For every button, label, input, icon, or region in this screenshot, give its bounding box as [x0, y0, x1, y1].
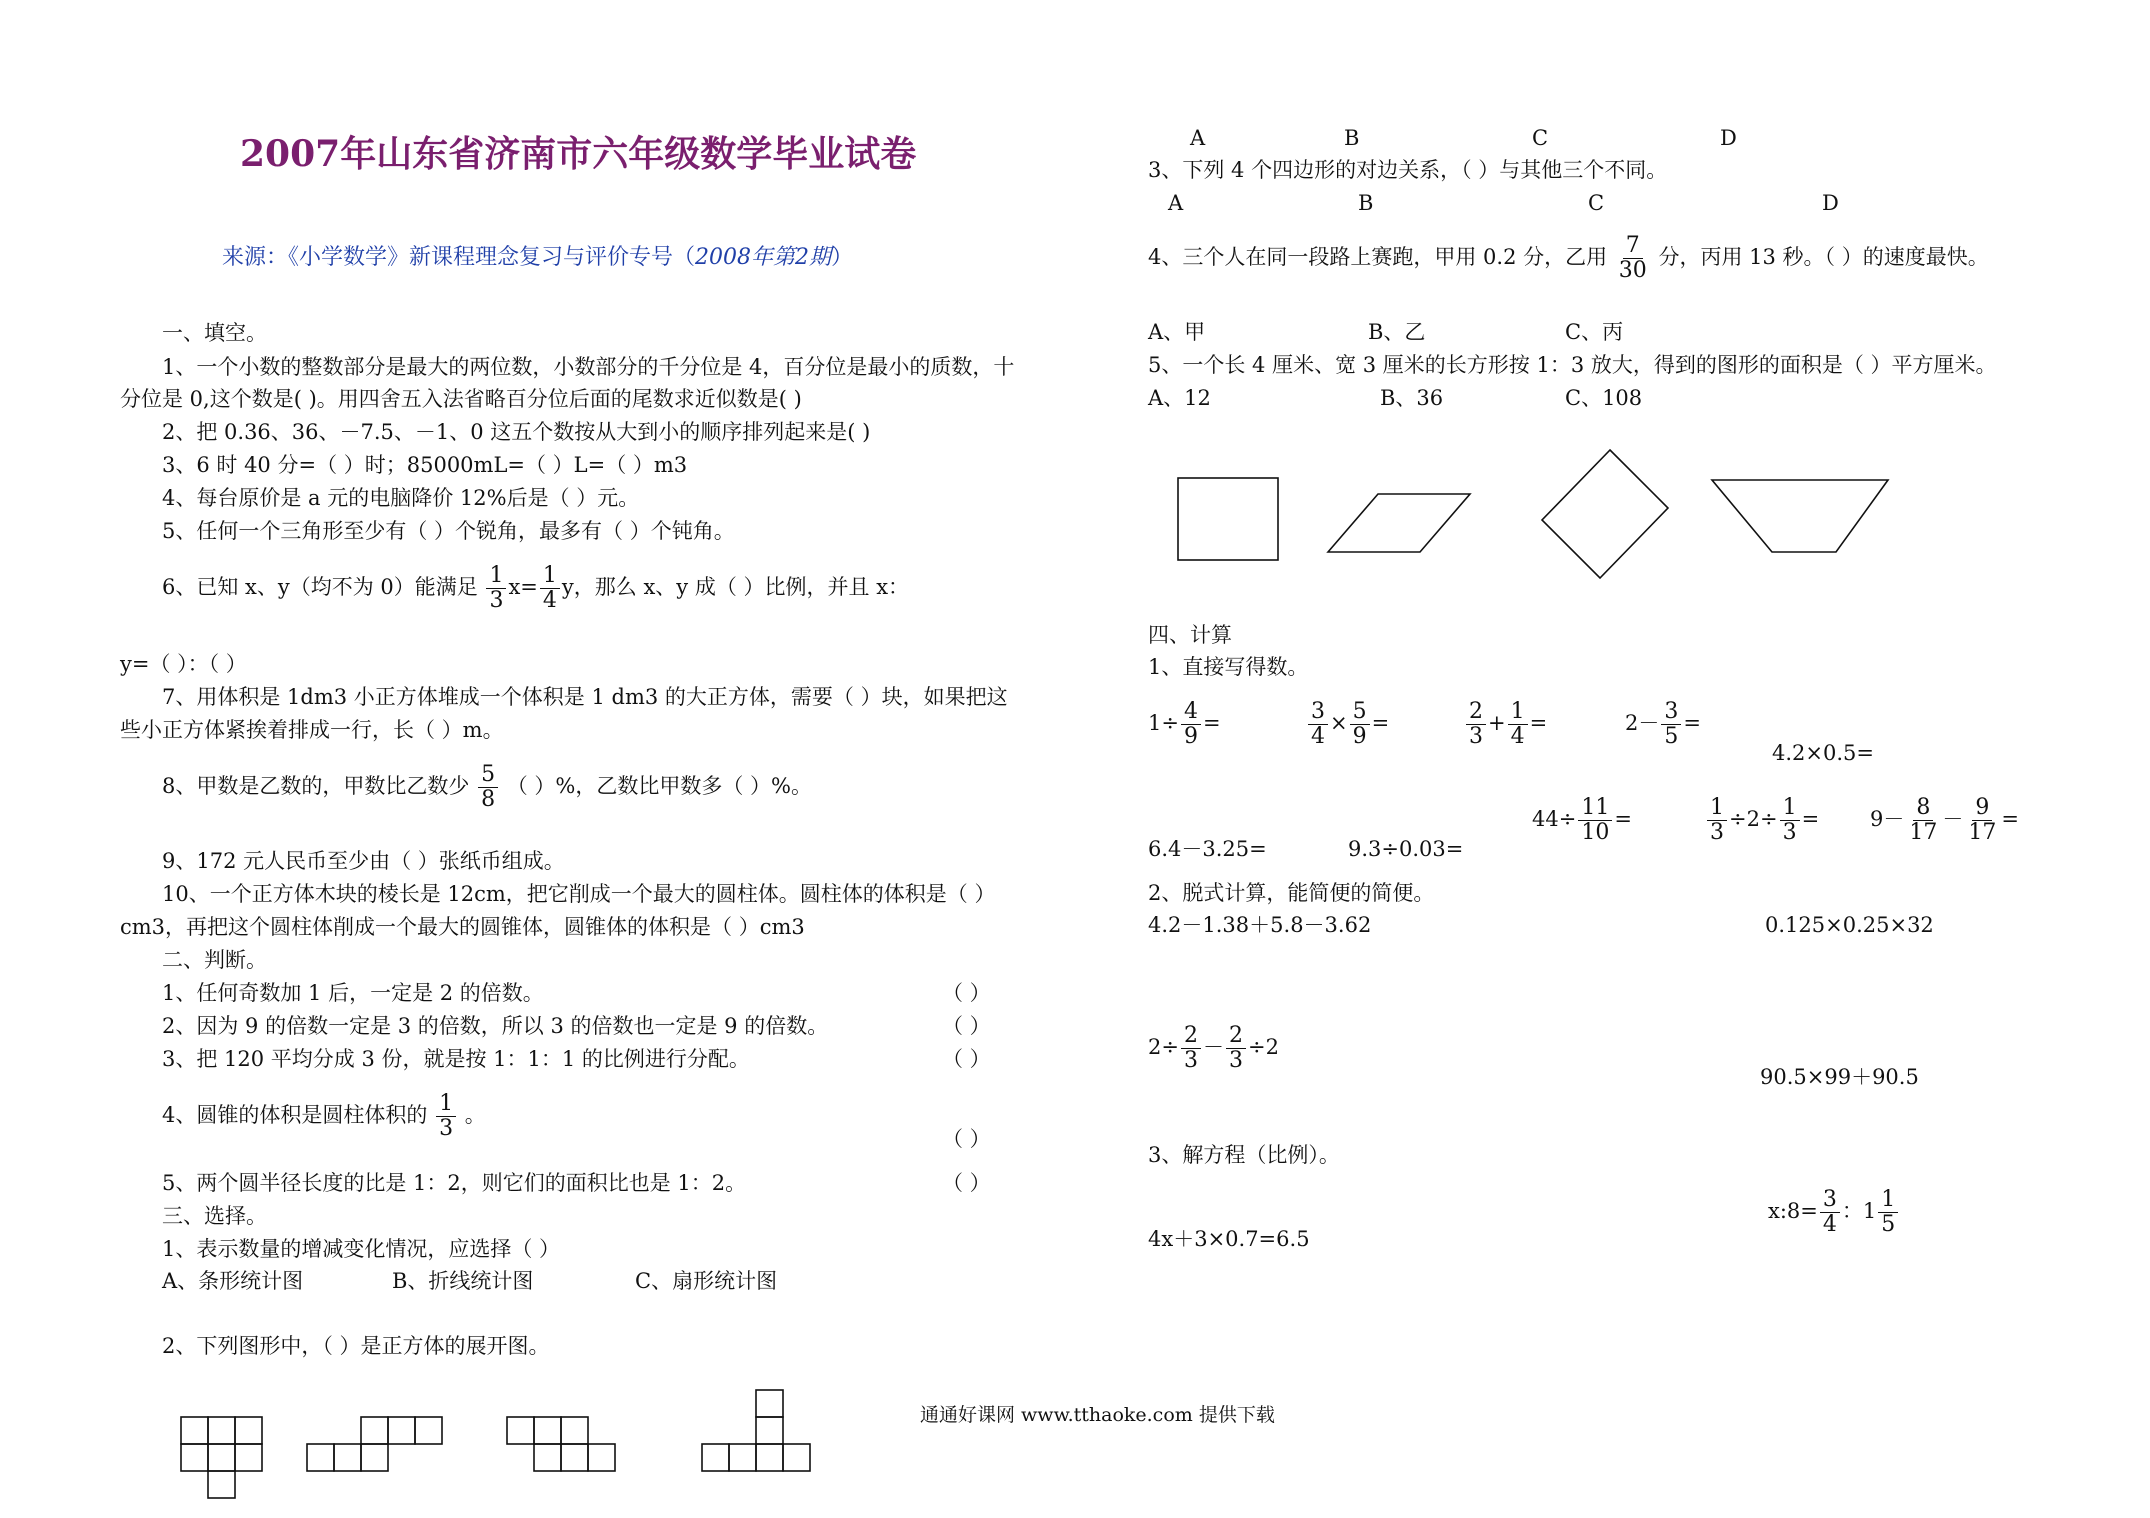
q8-text-a: 8、甲数是乙数的，甲数比乙数少 [162, 774, 470, 798]
quad-label-b: B [1358, 191, 1374, 215]
choice-4-a: A、甲 [1148, 320, 1206, 344]
calc-3-p2: x:8= $\frac{3}{4}$ ：1 $\frac{1}{5}$ [1768, 1188, 1900, 1237]
source-suffix: ） [831, 245, 854, 270]
calc-r1-2: $\frac{3}{4}$ × $\frac{5}{9}$ = [1306, 700, 1389, 749]
choice-1: 1、表示数量的增减变化情况，应选择（ ） [162, 1237, 561, 1261]
cube-net-a [181, 1417, 262, 1498]
q6-text-a: 6、已知 x、y（均不为 0）能满足 [162, 575, 478, 599]
q9: 9、172 元人民币至少由（ ）张纸币组成。 [162, 849, 565, 873]
calc-r2-2: 9.3÷0.03= [1348, 837, 1464, 861]
calc-r2-3: 44÷ $\frac{11}{10}$ = [1532, 795, 1632, 845]
q5: 5、任何一个三角形至少有（ ）个锐角，最多有（ ）个钝角。 [162, 519, 735, 543]
frac: $\frac{4}{9}$ [1181, 700, 1201, 749]
quadrilaterals [0, 0, 2150, 700]
quad-rhombus [1542, 450, 1668, 578]
judge-4-paren[interactable]: （ ） [942, 1127, 991, 1151]
choice-3: 3、下列 4 个四边形的对边关系，（ ）与其他三个不同。 [1148, 158, 1668, 182]
frac: $\frac{3}{4}$ [1308, 700, 1328, 749]
calc-r2-1: 6.4－3.25= [1148, 837, 1267, 861]
net-label-c: C [1532, 126, 1549, 150]
q7-line1: 7、用体积是 1dm3 小正方体堆成一个体积是 1 dm3 的大正方体，需要（ ）块，如果把这 [162, 685, 1008, 709]
frac: $\frac{3}{4}$ [1820, 1188, 1840, 1237]
judge-5-paren[interactable]: （ ） [942, 1171, 991, 1195]
source-issue: 2008年第2期 [695, 245, 832, 270]
net-label-a: A [1190, 126, 1206, 150]
frac: $\frac{5}{9}$ [1350, 700, 1370, 749]
q2: 2、把 0.36、36、－7.5、－1、0 这五个数按从大到小的顺序排列起来是( ) [162, 420, 871, 444]
frac: $\frac{2}{3}$ [1181, 1024, 1201, 1073]
frac: $\frac{1}{3}$ [1780, 796, 1800, 845]
frac: $\frac{2}{3}$ [1226, 1024, 1246, 1073]
calc-r2-5: 9－ $\frac{8}{17}$ － $\frac{9}{17}$ = [1870, 795, 2019, 845]
judge-3-paren[interactable]: （ ） [942, 1047, 991, 1071]
q3: 3、6 时 40 分=（ ）时；85000mL=（ ）L=（ ）m3 [162, 453, 688, 477]
calc-2-e2: 0.125×0.25×32 [1765, 913, 1934, 937]
q8-fraction: $\frac{5}{8}$ [478, 763, 498, 812]
cube-net-c [507, 1417, 615, 1471]
calc-r2-4: $\frac{1}{3}$ ÷2÷ $\frac{1}{3}$ = [1705, 796, 1819, 845]
net-label-b: B [1344, 126, 1360, 150]
calc-r1-1: 1÷ $\frac{4}{9}$ = [1148, 699, 1221, 749]
q6-text-c: y，那么 x、y 成（ ）比例，并且 x： [561, 575, 910, 599]
calc-2-e1: 4.2－1.38＋5.8－3.62 [1148, 913, 1372, 937]
section-fill-in: 一、填空。 [162, 321, 267, 345]
cube-net-d [702, 1390, 810, 1471]
page-title: 2007年山东省济南市六年级数学毕业试卷 [240, 133, 917, 175]
q8-text-b: （ ）%，乙数比甲数多（ ）%。 [506, 774, 813, 798]
judge-4-fraction: $\frac{1}{3}$ [436, 1092, 456, 1141]
calc-r1-5: 4.2×0.5= [1772, 741, 1874, 765]
calc-2-title: 2、脱式计算，能简便的简便。 [1148, 881, 1435, 905]
choice-5: 5、一个长 4 厘米、宽 3 厘米的长方形按 1：3 放大，得到的图形的面积是（ ）平方厘米。 [1148, 353, 1997, 377]
choice-4-b: B、乙 [1368, 320, 1426, 344]
calc-1-title: 1、直接写得数。 [1148, 655, 1309, 679]
q4: 4、每台原价是 a 元的电脑降价 12%后是（ ）元。 [162, 486, 640, 510]
frac: $\frac{11}{10}$ [1578, 796, 1612, 845]
cube-net-b [307, 1417, 442, 1471]
choice-1-a: A、条形统计图 [162, 1269, 304, 1293]
quad-rectangle [1178, 478, 1278, 560]
q1-line2: 分位是 0,这个数是( )。用四舍五入法省略百分位后面的尾数求近似数是( ) [120, 387, 802, 411]
choice-4-text-a: 4、三个人在同一段路上赛跑，甲用 0.2 分，乙用 [1148, 245, 1608, 269]
quad-trapezoid [1712, 480, 1888, 552]
judge-1: 1、任何奇数加 1 后，一定是 2 的倍数。 [162, 981, 544, 1005]
judge-1-paren[interactable]: （ ） [942, 981, 991, 1005]
calc-2-e4: 90.5×99＋90.5 [1760, 1065, 1919, 1089]
q6-line2: y=（ ）：（ ） [120, 652, 247, 676]
frac: $\frac{8}{17}$ [1909, 795, 1938, 845]
judge-2: 2、因为 9 的倍数一定是 3 的倍数，所以 3 的倍数也一定是 9 的倍数。 [162, 1014, 829, 1038]
calc-3-title: 3、解方程（比例）。 [1148, 1143, 1340, 1167]
choice-5-a: A、12 [1148, 386, 1211, 410]
choice-4-c: C、丙 [1565, 320, 1624, 344]
calc-r1-3: $\frac{2}{3}$ + $\frac{1}{4}$ = [1464, 700, 1547, 749]
quad-label-a: A [1168, 191, 1184, 215]
q10-line2: cm3，再把这个圆柱体削成一个最大的圆锥体，圆锥体的体积是（ ）cm3 [120, 915, 805, 939]
q10-line1: 10、一个正方体木块的棱长是 12cm，把它削成一个最大的圆柱体。圆柱体的体积是（ ） [162, 882, 996, 906]
footer-credit: 通通好课网 www.tthaoke.com 提供下载 [920, 1404, 1275, 1426]
q7-line2: 些小正方体紧挨着排成一行，长（ ）m。 [120, 718, 504, 742]
choice-1-c: C、扇形统计图 [635, 1269, 778, 1293]
q6-fraction-2: $\frac{1}{4}$ [540, 564, 560, 613]
frac: $\frac{3}{5}$ [1661, 700, 1681, 749]
calc-2-e3: 2÷ $\frac{2}{3}$ － $\frac{2}{3}$ ÷2 [1148, 1023, 1279, 1073]
frac: $\frac{9}{17}$ [1968, 795, 1997, 845]
frac: $\frac{2}{3}$ [1466, 700, 1486, 749]
frac: $\frac{1}{3}$ [1707, 796, 1727, 845]
choice-2: 2、下列图形中，（ ）是正方体的展开图。 [162, 1334, 550, 1358]
judge-2-paren[interactable]: （ ） [942, 1014, 991, 1038]
quad-label-c: C [1588, 191, 1605, 215]
net-label-d: D [1720, 126, 1737, 150]
judge-5: 5、两个圆半径长度的比是 1：2，则它们的面积比也是 1：2。 [162, 1171, 747, 1195]
section-calc: 四、计算 [1148, 623, 1232, 647]
section-choice: 三、选择。 [162, 1204, 267, 1228]
choice-1-b: B、折线统计图 [392, 1269, 534, 1293]
q6-fraction-1: $\frac{1}{3}$ [486, 564, 506, 613]
choice-5-b: B、36 [1380, 386, 1444, 410]
judge-4-text: 4、圆锥的体积是圆柱体积的 [162, 1103, 428, 1127]
frac: $\frac{1}{4}$ [1508, 700, 1528, 749]
q1-line1: 1、一个小数的整数部分是最大的两位数，小数部分的千分位是 4，百分位是最小的质数，十 [162, 355, 1015, 379]
source-prefix: 来源：《小学数学》新课程理念复习与评价专号（ [222, 245, 696, 270]
section-judge: 二、判断。 [162, 948, 267, 972]
quad-label-d: D [1822, 191, 1839, 215]
judge-4-end: 。 [464, 1103, 486, 1127]
choice-4-fraction: $\frac{7}{30}$ [1618, 233, 1647, 283]
calc-3-p1: 4x＋3×0.7=6.5 [1148, 1227, 1310, 1251]
q6-text-b: x= [508, 575, 538, 599]
quad-parallelogram [1328, 494, 1470, 552]
frac: $\frac{1}{5}$ [1878, 1188, 1898, 1237]
judge-3: 3、把 120 平均分成 3 份，就是按 1：1：1 的比例进行分配。 [162, 1047, 750, 1071]
choice-5-c: C、108 [1565, 386, 1643, 410]
choice-4-text-b: 分，丙用 13 秒。（ ）的速度最快。 [1658, 245, 1989, 269]
calc-r1-4: 2－ $\frac{3}{5}$ = [1625, 699, 1701, 749]
